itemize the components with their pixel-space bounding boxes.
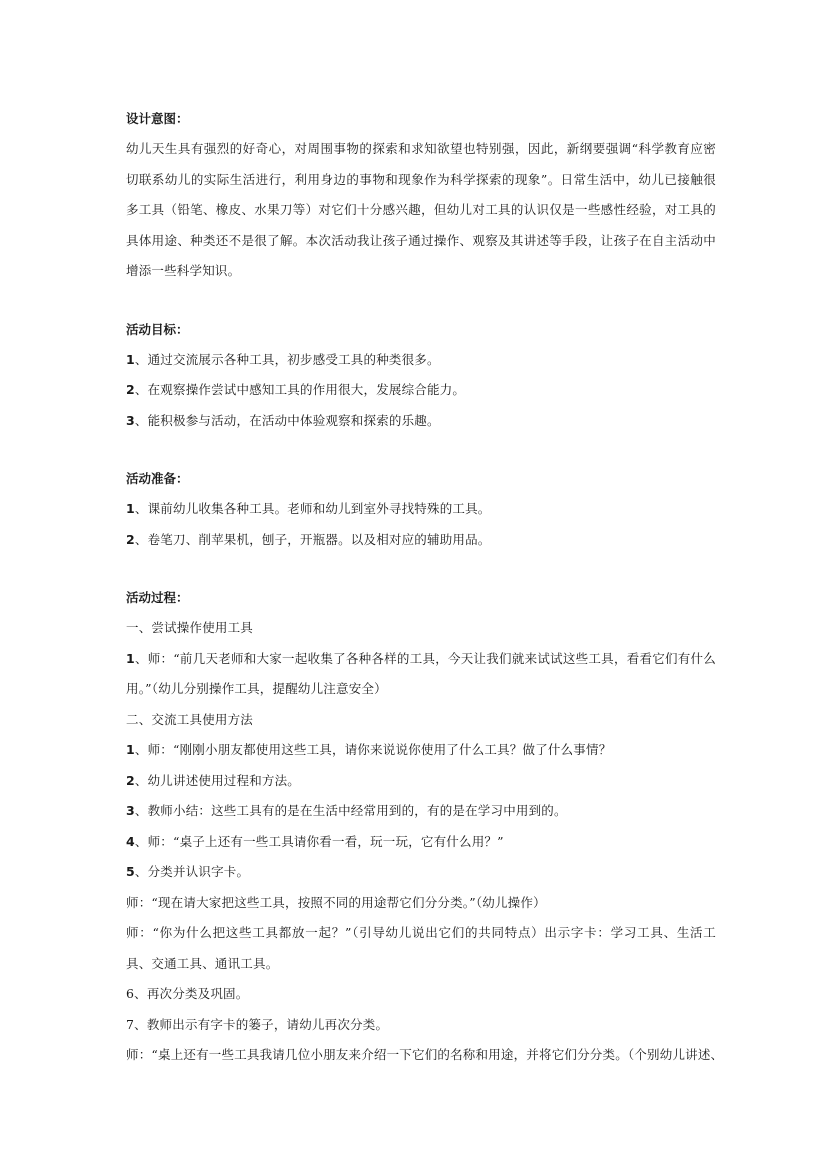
teacher-line: 师：“桌上还有一些工具我请几位小朋友来介绍一下它们的名称和用途，并将它们分分类。（个别幼儿讲述、 (126, 1047, 724, 1062)
document-page (126, 104, 724, 1071)
section-spacer (126, 555, 716, 583)
activity-goals-heading: 活动目标： (126, 321, 189, 337)
teacher-line: 师：“现在请大家把这些工具，按照不同的用途帮它们分分类。”（幼儿操作） (126, 894, 546, 910)
goal-item: 2、在观察操作尝试中感知工具的作用很大，发展综合能力。 (126, 382, 466, 397)
process-part1-title: 一、尝试操作使用工具 (126, 620, 254, 635)
process-part2-item: 2、幼儿讲述使用过程和方法。 (126, 772, 301, 788)
prep-item: 2、卷笔刀、削苹果机，刨子，开瓶器。以及相对应的辅助用品。 (126, 531, 491, 547)
design-intent-paragraph: 幼儿天生具有强烈的好奇心，对周围事物的探索和求知欲望也特别强，因此，新纲要强调“科学教育应密切联系幼儿的实际生活进行，利用身边的事物和现象作为科学探索的现象”。日常生活中，幼儿已接触很多工具（铅笔、橡皮、水果刀等）对它们十分感兴趣，但幼儿对工具的认识仅是一些感性经验，对工具的具体用途、种类还不是很了解。本次活动我让孩子通过操作、观察及其讲述等手段，让孩子在自主活动中增添一些科学知识。 (126, 141, 716, 278)
design-intent-heading: 设计意图： (126, 111, 189, 126)
prep-item: 1、课前幼儿收集各种工具。老师和幼儿到室外寻找特殊的工具。 (126, 501, 491, 516)
teacher-line: 师：“你为什么把这些工具都放一起？”（引导幼儿说出它们的共同特点）出示字卡：学习工具、生活工具、交通工具、通讯工具。 (126, 925, 716, 971)
process-part1-item: 1、师：“前几天老师和大家一起收集了各种各样的工具，今天让我们就来试试这些工具，看看它们有什么用。”（幼儿分别操作工具，提醒幼儿注意安全） (126, 650, 716, 696)
goal-item: 1、通过交流展示各种工具，初步感受工具的种类很多。 (126, 351, 440, 367)
process-part2-item: 4、师：“桌子上还有一些工具请你看一看，玩一玩，它有什么用？” (126, 833, 504, 849)
activity-process-heading: 活动过程： (126, 590, 189, 605)
process-step-line: 6、再次分类及巩固。 (126, 986, 249, 1001)
process-part2-title: 二、交流工具使用方法 (126, 711, 254, 727)
process-step-line: 7、教师出示有字卡的篓子，请幼儿再次分类。 (126, 1016, 389, 1032)
process-part2-item: 3、教师小结：这些工具有的是在生活中经常用到的，有的是在学习中用到的。 (126, 803, 567, 818)
section-spacer (126, 287, 716, 315)
activity-prep-heading: 活动准备： (126, 471, 189, 486)
process-part2-item: 1、师：“刚刚小朋友都使用这些工具，请你来说说你使用了什么工具？做了什么事情？ (126, 742, 612, 757)
goal-item: 3、能积极参与活动，在活动中体验观察和探索的乐趣。 (126, 412, 440, 428)
process-part2-item: 5、分类并认识字卡。 (126, 864, 250, 879)
section-spacer (126, 436, 716, 464)
